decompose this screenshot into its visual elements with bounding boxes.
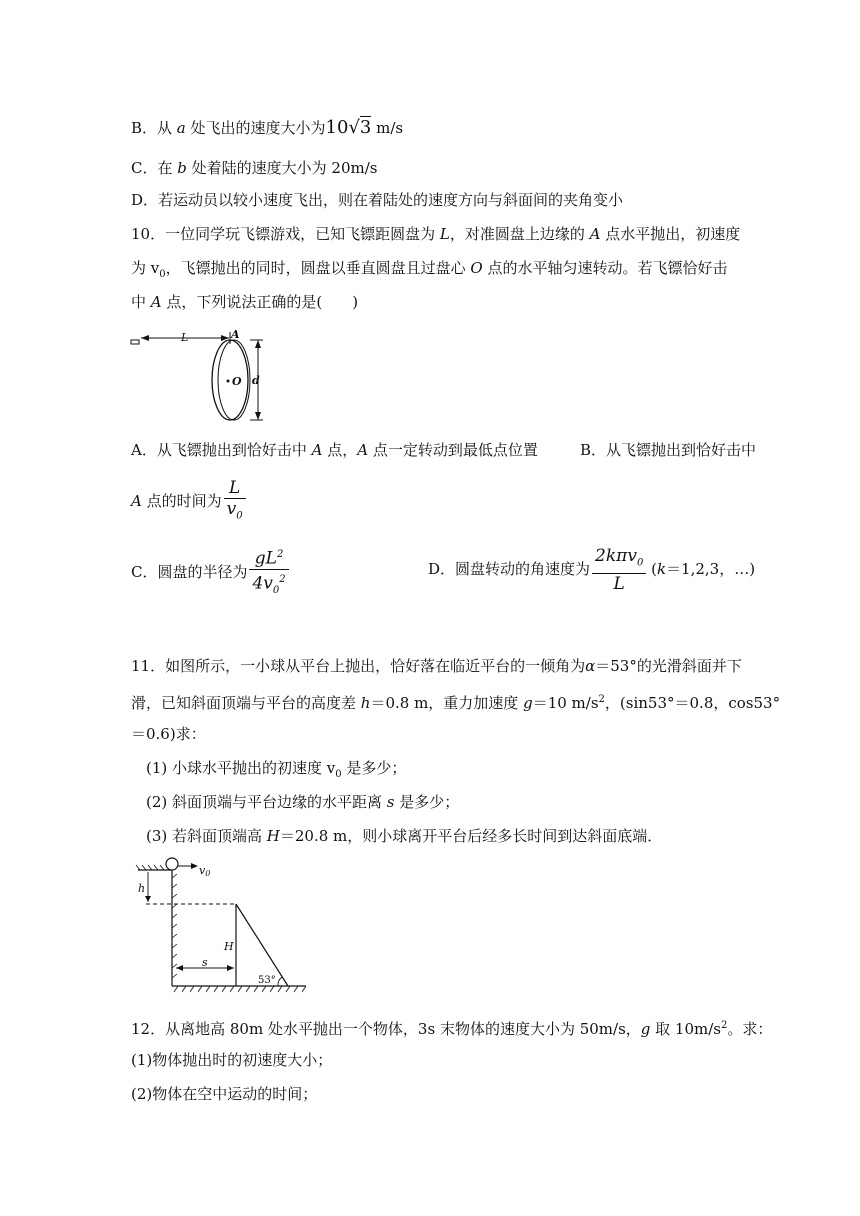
q11-stem-line1: 11．如图所示，一小球从平台上抛出，恰好落在临近平台的一倾角为α＝53°的光滑斜面并下 [131, 657, 742, 675]
q10-figure-label-d: d [252, 374, 260, 387]
q10-option-d-fraction: $\frac{2k\pi v_0}{L}$ [592, 546, 646, 594]
q10-stem-line3: 中 A 点，下列说法正确的是( ) [131, 293, 359, 311]
q10-figure-label-A: A [231, 328, 240, 341]
q11-figure-label-angle: 53° [258, 975, 276, 986]
q11-figure-label-s: s [202, 956, 208, 969]
q11-figure-label-v0: v0 [199, 864, 211, 878]
q11-figure-label-H: H [224, 940, 234, 953]
q11-subquestion-2: (2) 斜面顶端与平台边缘的水平距离 s 是多少； [146, 793, 460, 811]
q11-platform-incline-figure [132, 856, 312, 996]
q10-option-b: B．从飞镖抛出到恰好击中 [580, 441, 757, 459]
q11-subquestion-1: (1) 小球水平抛出的初速度 $v_0$ 是多少； [146, 759, 407, 780]
q10-dart-disk-figure [125, 326, 275, 426]
q9-option-d: D．若运动员以较小速度飞出，则在着陆处的速度方向与斜面间的夹角变小 [131, 191, 624, 209]
q10-option-c-fraction: $\frac{gL^2}{4v_0^2}$ [249, 545, 288, 601]
q12-subquestion-1: (1)物体抛出时的初速度大小； [131, 1051, 333, 1069]
q11-stem-line3: ＝0.6)求： [131, 725, 206, 743]
q10-figure-label-O: O [232, 375, 242, 388]
q11-subquestion-3: (3) 若斜面顶端高 H＝20.8 m，则小球离开平台后经多长时间到达斜面底端． [146, 827, 663, 845]
q10-option-b-cont: A 点的时间为 $\frac{L}{v_0}$ [131, 478, 246, 522]
q12-stem: 12．从离地高 80m 处水平抛出一个物体，3s 末物体的速度大小为 50m/s，g 取 $10m/s^2$。求： [131, 1020, 773, 1038]
q9-option-c: C．在 b 处着陆的速度大小为 20m/s [131, 159, 378, 177]
q11-figure-label-h: h [138, 882, 146, 895]
q10-option-a: A．从飞镖抛出到恰好击中 A 点，A 点一定转动到最低点位置 [131, 441, 538, 459]
q9-option-b: B．从 a 处飞出的速度大小为10√3 m/s [131, 117, 404, 138]
q10-stem-line2: 为 $v_0$，飞镖抛出的同时，圆盘以垂直圆盘且过盘心 O 点的水平轴匀速转动。若飞镖恰好击 [131, 259, 728, 280]
q10-option-d: D．圆盘转动的角速度为 $\frac{2k\pi v_0}{L}$ (k＝1,2,3，…) [428, 545, 756, 595]
q11-stem-line2: 滑，已知斜面顶端与平台的高度差 h＝0.8 m，重力加速度 g＝10 $m/s^2$，(sin53°＝0.8，cos53° [131, 694, 781, 712]
q12-subquestion-2: (2)物体在空中运动的时间； [131, 1085, 318, 1103]
q10-option-b-fraction: $\frac{L}{v_0}$ [224, 478, 246, 526]
q10-stem-line1: 10．一位同学玩飞镖游戏，已知飞镖距圆盘为 L，对准圆盘上边缘的 A 点水平抛出，初速度 [131, 225, 741, 243]
q10-option-c: C．圆盘的半径为 $\frac{gL^2}{4v_0^2}$ [131, 545, 289, 593]
q10-figure-label-L: L [181, 331, 189, 344]
